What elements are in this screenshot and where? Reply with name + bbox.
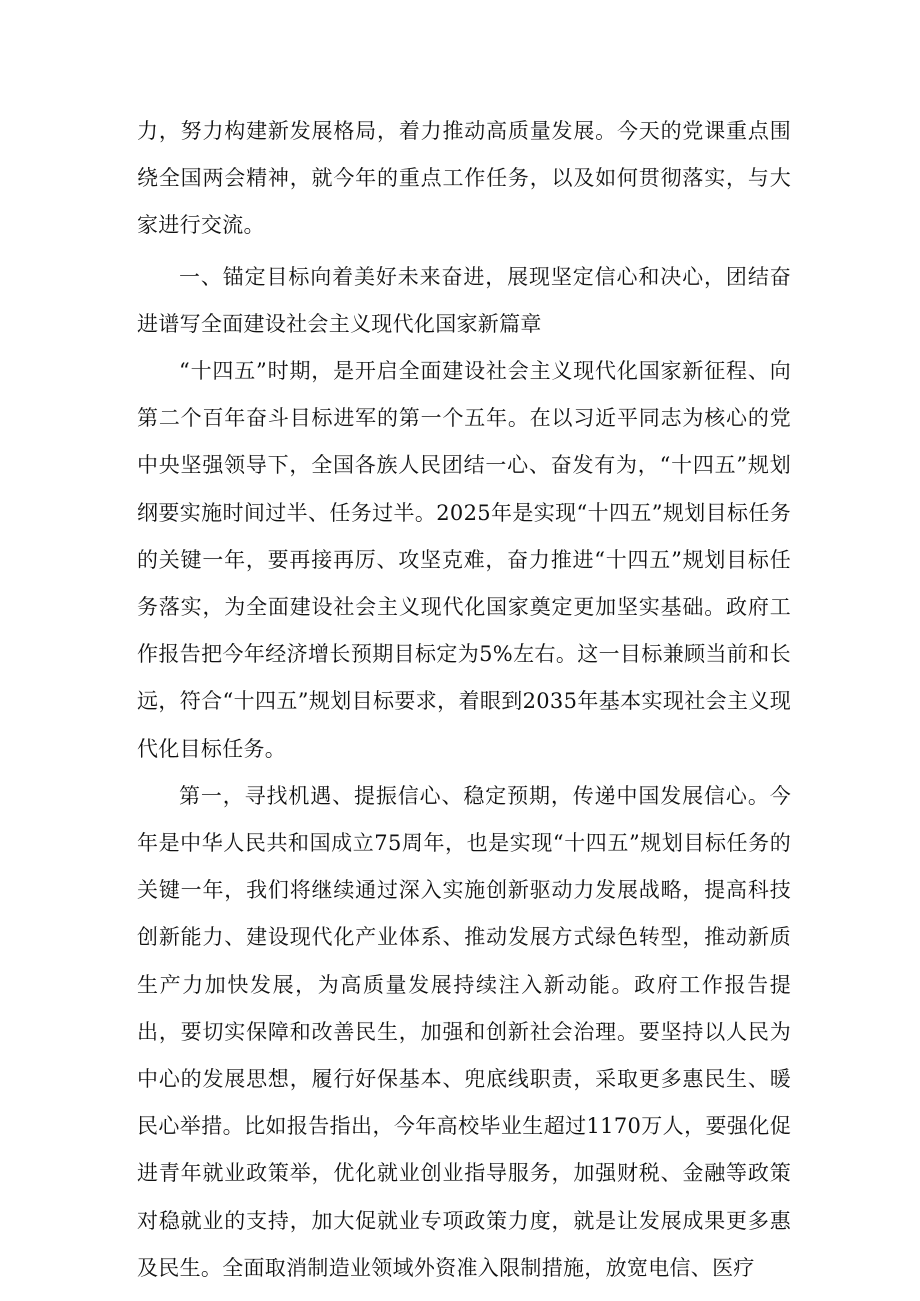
- paragraph-continuation: 力，努力构建新发展格局，着力推动高质量发展。今天的党课重点围绕全国两会精神，就今年的重点工作任务，以及如何贯彻落实，与大家进行交流。: [137, 119, 791, 238]
- paragraph: “十四五”时期，是开启全面建设社会主义现代化国家新征程、向第二个百年奋斗目标进军的第一个五年。在以习近平同志为核心的党中央坚强领导下，全国各族人民团结一心、奋发有为，“十四五”规划纲要实施时间过半、任务过半。2025年是实现“十四五”规划目标任务的关键一年，要再接再厉、攻坚克难，奋力推进“十四五”规划目标任务落实，为全面建设社会主义现代化国家奠定更加坚实基础。政府工作报告把今年经济增长预期目标定为5%左右。这一目标兼顾当前和长远，符合“十四五”规划目标要求，着眼到2035年基本实现社会主义现代化目标任务。: [137, 359, 791, 761]
- document-body: [137, 108, 791, 1292]
- section-heading: 一、锚定目标向着美好未来奋进，展现坚定信心和决心，团结奋进谱写全面建设社会主义现代化国家新篇章: [137, 264, 791, 336]
- paragraph: 第一，寻找机遇、提振信心、稳定预期，传递中国发展信心。今年是中华人民共和国成立75周年，也是实现“十四五”规划目标任务的关键一年，我们将继续通过深入实施创新驱动力发展战略，提高科技创新能力、建设现代化产业体系、推动发展方式绿色转型，推动新质生产力加快发展，为高质量发展持续注入新动能。政府工作报告提出，要切实保障和改善民生，加强和创新社会治理。要坚持以人民为中心的发展思想，履行好保基本、兜底线职责，采取更多惠民生、暖民心举措。比如报告指出，今年高校毕业生超过1170万人，要强化促进青年就业政策举，优化就业创业指导服务，加强财税、金融等政策对稳就业的支持，加大促就业专项政策力度，就是让发展成果更多惠及民生。全面取消制造业领域外资准入限制措施，放宽电信、医疗: [137, 783, 791, 1280]
